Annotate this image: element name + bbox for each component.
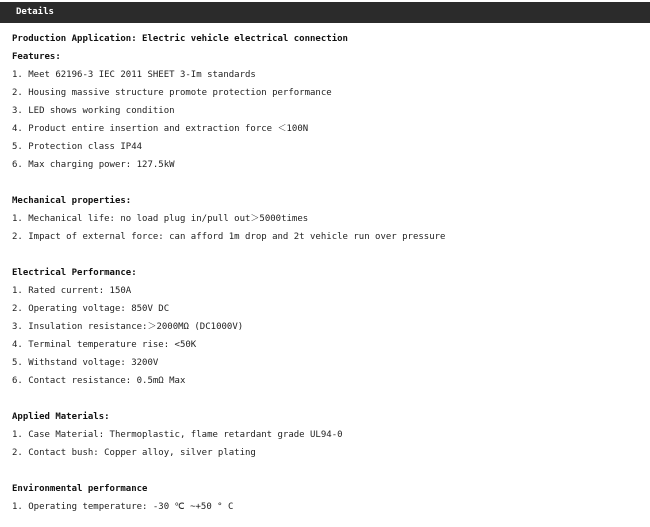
features-item: 4. Product entire insertion and extraction force ＜100N	[12, 124, 309, 134]
electrical-item: 6. Contact resistance: 0.5mΩ Max	[12, 376, 186, 386]
mechanical-heading: Mechanical properties:	[12, 196, 132, 206]
materials-item: 1. Case Material: Thermoplastic, flame retardant grade UL94-0	[12, 430, 343, 440]
electrical-item: 1. Rated current: 150A	[12, 286, 132, 296]
features-item: 3. LED shows working condition	[12, 106, 175, 116]
features-item: 2. Housing massive structure promote protection performance	[12, 88, 332, 98]
section-gap	[12, 174, 642, 192]
mechanical-item: 2. Impact of external force: can afford 1m drop and 2t vehicle run over pressure	[12, 232, 446, 242]
materials-item: 2. Contact bush: Copper alloy, silver plating	[12, 448, 256, 458]
production-application: Production Application: Electric vehicle electrical connection	[12, 34, 348, 44]
section-gap	[12, 246, 642, 264]
materials-heading: Applied Materials:	[12, 412, 110, 422]
features-item: 6. Max charging power: 127.5kW	[12, 160, 175, 170]
mechanical-item: 1. Mechanical life: no load plug in/pull out＞5000times	[12, 214, 309, 224]
electrical-item: 3. Insulation resistance:＞2000MΩ (DC1000V)	[12, 322, 244, 332]
features-heading: Features:	[12, 52, 61, 62]
section-gap	[12, 462, 642, 480]
environmental-item: 1. Operating temperature: -30 ℃ ~+50 ° C	[12, 502, 234, 512]
details-content	[12, 30, 642, 516]
features-item: 5. Protection class IP44	[12, 142, 143, 152]
section-gap	[12, 390, 642, 408]
electrical-item: 4. Terminal temperature rise: <50K	[12, 340, 197, 350]
features-item: 1. Meet 62196-3 IEC 2011 SHEET 3-Im standards	[12, 70, 256, 80]
details-header-bar	[0, 2, 650, 23]
electrical-heading: Electrical Performance:	[12, 268, 137, 278]
environmental-heading: Environmental performance	[12, 484, 148, 494]
electrical-item: 2. Operating voltage: 850V DC	[12, 304, 170, 314]
details-title: Details	[16, 7, 54, 17]
electrical-item: 5. Withstand voltage: 3200V	[12, 358, 159, 368]
